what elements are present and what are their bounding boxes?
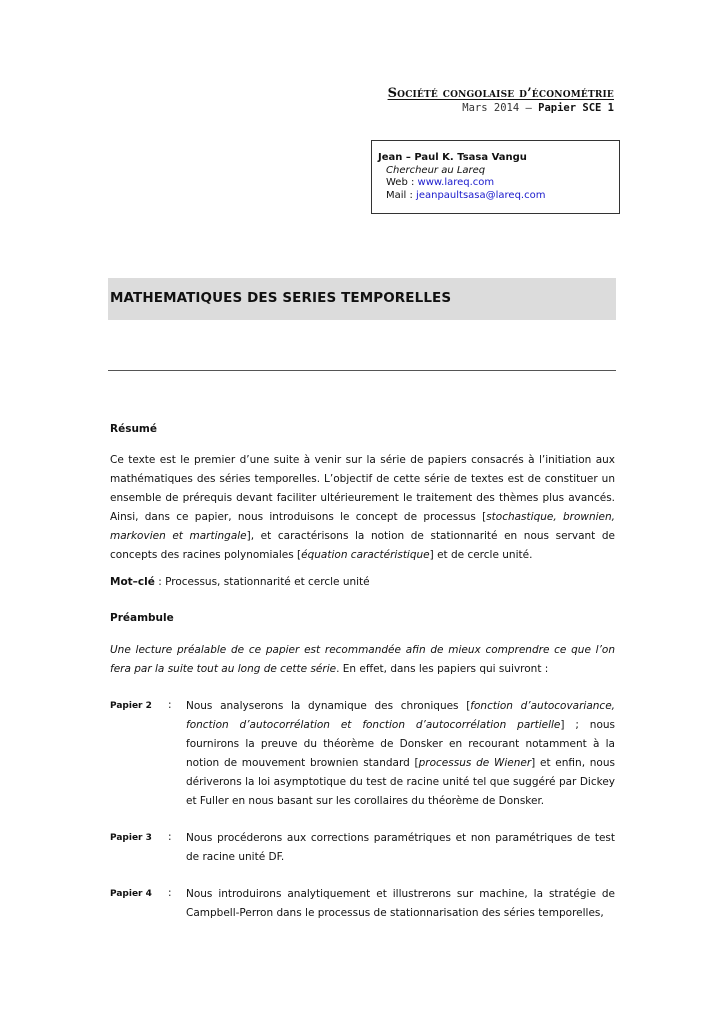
- author-box: [371, 140, 620, 214]
- web-label: Web :: [386, 177, 418, 188]
- paper-4-t1: Nous introduirons analytiquement et illustrerons sur machine, la stratégie de Campbell-Perron dans le processus de stationnarisation des séries temporelles,: [186, 888, 615, 919]
- web-link[interactable]: www.lareq.com: [417, 177, 495, 188]
- paper-4-colon: :: [168, 887, 172, 899]
- paper-2-t1: Nous analyserons la dynamique des chroniques [: [186, 700, 471, 712]
- mail-label: Mail :: [386, 189, 417, 201]
- resume-t2: ], et caractérisons la notion de stationnarité en nous servant de concepts des racines polynomiales [: [110, 530, 615, 561]
- paper-2-t2: ] ; nous fournirons la preuve du théorème de Donsker en recourant notamment à la notion de mouvement brownien standard [: [186, 719, 615, 769]
- resume-t1: Ce texte est le premier d’une suite à venir sur la série de papiers consacrés à l’initiation aux mathématiques des séries temporelles. L’objectif de cette série de textes est de constituer un ensemble de prérequis devant faciliter ultérieurement le traitement des thèmes plus avancés. Ainsi, dans ce papier, nous introduisons le concept de processus [: [110, 454, 615, 523]
- preambule-heading: Préambule: [110, 612, 174, 624]
- resume-t3: ] et de cercle unité.: [429, 549, 533, 561]
- paper-3-t1: Nous procéderons aux corrections paramétriques et non paramétriques de test de racine unité DF.: [186, 832, 615, 863]
- paper-2-i2: processus de Wiener: [418, 757, 532, 769]
- paper-date-line: [462, 102, 614, 114]
- paper-4-label: Papier 4: [110, 889, 152, 899]
- resume-i2: équation caractéristique: [301, 549, 430, 561]
- paper-3-colon: :: [168, 831, 172, 843]
- paper-3-label: Papier 3: [110, 833, 152, 843]
- preambule-rest: . En effet, dans les papiers qui suivront :: [336, 663, 549, 675]
- author-role: Chercheur au Lareq: [386, 164, 486, 176]
- paper-2-text: [186, 697, 615, 811]
- paper-2-label: Papier 2: [110, 701, 152, 711]
- keywords-line: [110, 573, 615, 592]
- paper-title: MATHEMATIQUES DES SERIES TEMPORELLES: [110, 290, 452, 306]
- author-web: [378, 177, 619, 190]
- keywords-label: Mot–clé: [110, 576, 155, 588]
- resume-heading: Résumé: [110, 423, 157, 435]
- paper-2-colon: :: [168, 699, 172, 711]
- divider-rule: [108, 370, 616, 371]
- author-name: Jean – Paul K. Tsasa Vangu: [378, 152, 527, 163]
- keywords-text: : Processus, stationnarité et cercle unité: [154, 576, 370, 588]
- resume-text: [110, 451, 615, 565]
- paper-4-text: [186, 885, 615, 923]
- preambule-italic: Une lecture préalable de ce papier est recommandée afin de mieux comprendre ce que l’on fera par la suite tout au long de cette série: [110, 644, 615, 675]
- author-mail: [378, 190, 619, 203]
- paper-3-text: [186, 829, 615, 867]
- preambule-text: [110, 641, 615, 679]
- paper-2-t3: ] et enfin, nous dériverons la loi asymptotique du test de racine unité tel que suggéré par Dickey et Fuller en nous basant sur les corollaires du théorème de Donsker.: [186, 757, 615, 807]
- paper-id: Papier SCE 1: [538, 102, 614, 114]
- organization-name: Société congolaise d’économétrie: [387, 86, 614, 101]
- paper-2-i1: fonction d’autocovariance, fonction d’autocorrélation et fonction d’autocorrélation partielle: [186, 700, 615, 731]
- paper-date: Mars 2014: [462, 102, 520, 114]
- resume-i1: stochastique, brownien, markovien et martingale: [110, 511, 615, 542]
- date-separator: –: [519, 102, 539, 114]
- mail-link[interactable]: jeanpaultsasa@lareq.com: [416, 189, 546, 201]
